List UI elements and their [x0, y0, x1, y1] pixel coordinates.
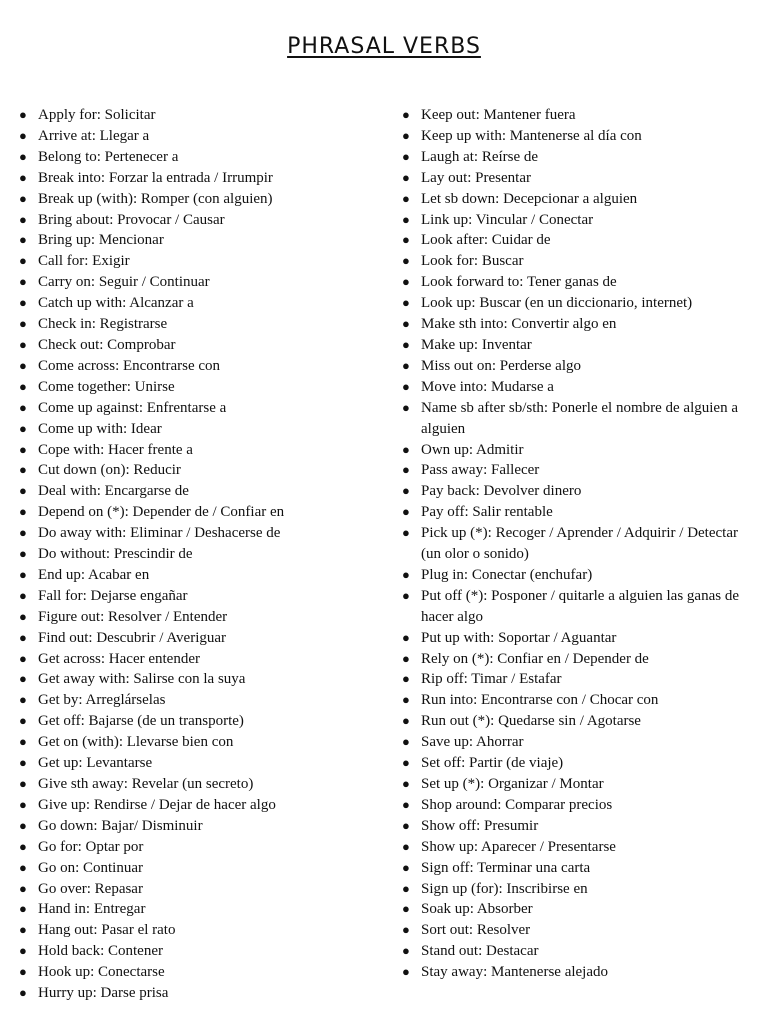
- phrasal-verb-entry: Get across: Hacer entender: [38, 650, 200, 667]
- phrasal-verb-entry: Check out: Comprobar: [38, 336, 176, 353]
- bullet-icon: ●: [19, 169, 27, 185]
- list-item: [402, 795, 757, 816]
- phrasal-verb-entry: Catch up with: Alcanzar a: [38, 295, 194, 312]
- list-item: [19, 126, 379, 147]
- list-item: [402, 649, 757, 670]
- bullet-icon: ●: [19, 462, 27, 478]
- bullet-icon: ●: [402, 190, 410, 206]
- list-item: [402, 816, 757, 837]
- bullet-icon: ●: [402, 859, 410, 875]
- phrasal-verb-entry: Apply for: Solicitar: [38, 107, 156, 123]
- bullet-icon: ●: [402, 127, 410, 143]
- list-item: [19, 920, 379, 941]
- phrasal-verb-entry: Look forward to: Tener ganas de: [421, 274, 617, 291]
- bullet-icon: ●: [402, 838, 410, 854]
- bullet-icon: ●: [402, 734, 410, 750]
- list-item: [402, 899, 757, 920]
- phrasal-verb-entry: Find out: Descubrir / Averiguar: [38, 629, 227, 646]
- phrasal-verb-entry: Set up (*): Organizar / Montar: [421, 776, 604, 792]
- bullet-icon: ●: [402, 295, 410, 311]
- phrasal-verb-entry: Own up: Admitir: [421, 441, 524, 458]
- phrasal-verb-entry: Make up: Inventar: [421, 336, 532, 353]
- bullet-icon: ●: [402, 796, 410, 812]
- bullet-icon: ●: [402, 148, 410, 164]
- phrasal-verb-entry: Hurry up: Darse prisa: [38, 985, 169, 1002]
- list-item: [402, 523, 757, 565]
- phrasal-verb-entry: Get away with: Salirse con la suya: [38, 671, 246, 688]
- left-column-list: [19, 105, 379, 1004]
- list-item: [402, 251, 757, 272]
- phrasal-verb-entry: Figure out: Resolver / Entender: [38, 608, 228, 625]
- list-item: [19, 481, 379, 502]
- list-item: [402, 293, 757, 314]
- phrasal-verb-entry: Save up: Ahorrar: [421, 734, 524, 751]
- list-item: [19, 858, 379, 879]
- phrasal-verb-entry: Name sb after sb/sth: Ponerle el nombre de alguien a alguien: [421, 399, 738, 437]
- list-item: [19, 105, 379, 126]
- list-item: [402, 126, 757, 147]
- list-item: [402, 460, 757, 481]
- phrasal-verb-entry: Arrive at: Llegar a: [38, 127, 150, 144]
- phrasal-verb-entry: Show off: Presumir: [421, 817, 539, 834]
- list-item: [19, 607, 379, 628]
- phrasal-verb-entry: End up: Acabar en: [38, 566, 150, 583]
- list-item: [19, 251, 379, 272]
- list-item: [19, 356, 379, 377]
- bullet-icon: ●: [402, 713, 410, 729]
- bullet-icon: ●: [19, 316, 27, 332]
- list-item: [19, 398, 379, 419]
- bullet-icon: ●: [402, 378, 410, 394]
- bullet-icon: ●: [19, 566, 27, 582]
- list-item: [19, 272, 379, 293]
- list-item: [19, 732, 379, 753]
- bullet-icon: ●: [19, 838, 27, 854]
- list-item: [402, 774, 757, 795]
- phrasal-verb-entry: Do away with: Eliminar / Deshacerse de: [38, 525, 281, 542]
- bullet-icon: ●: [19, 629, 27, 645]
- phrasal-verb-entry: Miss out on: Perderse algo: [421, 357, 581, 374]
- list-item: [402, 586, 757, 628]
- bullet-icon: ●: [402, 901, 410, 917]
- list-item: [402, 502, 757, 523]
- bullet-icon: ●: [19, 922, 27, 938]
- phrasal-verb-entry: Belong to: Pertenecer a: [38, 148, 179, 165]
- bullet-icon: ●: [19, 880, 27, 896]
- list-item: [19, 377, 379, 398]
- list-item: [19, 523, 379, 544]
- bullet-icon: ●: [402, 107, 410, 122]
- phrasal-verb-entry: Pay back: Devolver dinero: [421, 483, 582, 500]
- bullet-icon: ●: [19, 190, 27, 206]
- phrasal-verb-entry: Stay away: Mantenerse alejado: [421, 964, 609, 981]
- bullet-icon: ●: [402, 274, 410, 290]
- bullet-icon: ●: [19, 253, 27, 269]
- bullet-icon: ●: [19, 943, 27, 959]
- list-item: [19, 899, 379, 920]
- list-item: [19, 335, 379, 356]
- phrasal-verb-entry: Go over: Repasar: [38, 880, 143, 897]
- phrasal-verb-entry: Deal with: Encargarse de: [38, 483, 189, 500]
- list-item: [402, 356, 757, 377]
- list-item: [19, 711, 379, 732]
- phrasal-verb-entry: Give up: Rendirse / Dejar de hacer algo: [38, 796, 276, 813]
- list-item: [19, 669, 379, 690]
- bullet-icon: ●: [402, 776, 410, 791]
- bullet-icon: ●: [402, 441, 410, 457]
- phrasal-verb-entry: Get on (with): Llevarse bien con: [38, 734, 234, 751]
- phrasal-verb-entry: Run out (*): Quedarse sin / Agotarse: [421, 713, 641, 730]
- bullet-icon: ●: [402, 922, 410, 938]
- bullet-icon: ●: [402, 943, 410, 959]
- phrasal-verb-entry: Call for: Exigir: [38, 253, 130, 270]
- phrasal-verb-entry: Cope with: Hacer frente a: [38, 441, 193, 458]
- phrasal-verb-entry: Sign up (for): Inscribirse en: [421, 880, 588, 897]
- bullet-icon: ●: [19, 274, 27, 290]
- phrasal-verb-entry: Get up: Levantarse: [38, 755, 153, 772]
- list-item: [19, 544, 379, 565]
- bullet-icon: ●: [402, 211, 410, 227]
- list-item: [19, 147, 379, 168]
- list-item: [19, 460, 379, 481]
- list-item: [402, 481, 757, 502]
- phrasal-verb-entry: Cut down (on): Reducir: [38, 462, 181, 479]
- phrasal-verb-entry: Give sth away: Revelar (un secreto): [38, 776, 254, 792]
- phrasal-verb-entry: Hook up: Conectarse: [38, 964, 165, 981]
- phrasal-verb-entry: Bring about: Provocar / Causar: [38, 211, 225, 228]
- bullet-icon: ●: [402, 692, 410, 708]
- bullet-icon: ●: [19, 483, 27, 499]
- list-item: [402, 189, 757, 210]
- phrasal-verb-entry: Come up with: Idear: [38, 420, 162, 437]
- phrasal-verb-entry: Run into: Encontrarse con / Chocar con: [421, 692, 659, 709]
- phrasal-verb-entry: Come together: Unirse: [38, 378, 175, 395]
- phrasal-verb-entry: Laugh at: Reírse de: [421, 148, 539, 165]
- list-item: [402, 168, 757, 189]
- bullet-icon: ●: [19, 608, 27, 624]
- list-item: [402, 732, 757, 753]
- bullet-icon: ●: [402, 169, 410, 185]
- bullet-icon: ●: [402, 629, 410, 645]
- phrasal-verb-entry: Pay off: Salir rentable: [421, 504, 553, 521]
- list-item: [19, 628, 379, 649]
- phrasal-verb-entry: Look up: Buscar (en un diccionario, internet): [421, 295, 693, 312]
- phrasal-verb-entry: Come across: Encontrarse con: [38, 357, 221, 374]
- bullet-icon: ●: [19, 441, 27, 457]
- list-item: [402, 565, 757, 586]
- bullet-icon: ●: [19, 399, 27, 415]
- phrasal-verb-entry: Break up (with): Romper (con alguien): [38, 190, 273, 207]
- bullet-icon: ●: [19, 713, 27, 729]
- list-item: [402, 230, 757, 251]
- list-item: [19, 230, 379, 251]
- bullet-icon: ●: [402, 587, 410, 603]
- bullet-icon: ●: [19, 107, 27, 122]
- list-item: [19, 837, 379, 858]
- phrasal-verb-entry: Bring up: Mencionar: [38, 232, 164, 249]
- list-item: [19, 962, 379, 983]
- bullet-icon: ●: [402, 462, 410, 478]
- phrasal-verb-entry: Hold back: Contener: [38, 943, 163, 960]
- phrasal-verb-entry: Set off: Partir (de viaje): [421, 755, 564, 772]
- phrasal-verb-entry: Move into: Mudarse a: [421, 378, 554, 395]
- list-item: [402, 628, 757, 649]
- list-item: [402, 272, 757, 293]
- list-item: [402, 753, 757, 774]
- right-column-list: [402, 105, 757, 983]
- phrasal-verb-entry: Show up: Aparecer / Presentarse: [421, 838, 616, 855]
- list-item: [402, 879, 757, 900]
- phrasal-verb-entry: Put off (*): Posponer / quitarle a alguien las ganas de hacer algo: [421, 587, 739, 625]
- phrasal-verb-entry: Shop around: Comparar precios: [421, 796, 613, 813]
- phrasal-verb-entry: Stand out: Destacar: [421, 943, 539, 960]
- bullet-icon: ●: [19, 901, 27, 917]
- phrasal-verb-entry: Let sb down: Decepcionar a alguien: [421, 190, 638, 207]
- list-item: [402, 105, 757, 126]
- bullet-icon: ●: [19, 671, 27, 687]
- bullet-icon: ●: [19, 148, 27, 164]
- phrasal-verb-entry: Keep up with: Mantenerse al día con: [421, 127, 642, 144]
- bullet-icon: ●: [19, 859, 27, 875]
- bullet-icon: ●: [19, 964, 27, 980]
- bullet-icon: ●: [19, 796, 27, 812]
- bullet-icon: ●: [402, 964, 410, 980]
- list-item: [19, 189, 379, 210]
- list-item: [402, 711, 757, 732]
- bullet-icon: ●: [402, 671, 410, 687]
- bullet-icon: ●: [19, 817, 27, 833]
- phrasal-verb-entry: Keep out: Mantener fuera: [421, 107, 576, 123]
- list-item: [19, 690, 379, 711]
- bullet-icon: ●: [19, 336, 27, 352]
- list-item: [19, 502, 379, 523]
- list-item: [19, 419, 379, 440]
- bullet-icon: ●: [19, 755, 27, 771]
- list-item: [402, 837, 757, 858]
- bullet-icon: ●: [402, 253, 410, 269]
- phrasal-verb-entry: Plug in: Conectar (enchufar): [421, 566, 593, 583]
- phrasal-verb-entry: Break into: Forzar la entrada / Irrumpir: [38, 169, 273, 186]
- list-item: [402, 858, 757, 879]
- bullet-icon: ●: [402, 650, 410, 666]
- list-item: [19, 586, 379, 607]
- list-item: [402, 941, 757, 962]
- phrasal-verb-entry: Fall for: Dejarse engañar: [38, 587, 188, 604]
- bullet-icon: ●: [402, 336, 410, 352]
- list-item: [402, 335, 757, 356]
- bullet-icon: ●: [19, 734, 27, 750]
- phrasal-verb-entry: Look after: Cuidar de: [421, 232, 551, 249]
- list-item: [402, 440, 757, 461]
- list-item: [19, 440, 379, 461]
- list-item: [402, 377, 757, 398]
- bullet-icon: ●: [19, 295, 27, 311]
- bullet-icon: ●: [19, 378, 27, 394]
- phrasal-verb-entry: Go on: Continuar: [38, 859, 143, 876]
- bullet-icon: ●: [402, 232, 410, 248]
- phrasal-verb-entry: Go down: Bajar/ Disminuir: [38, 817, 203, 834]
- phrasal-verb-entry: Rip off: Timar / Estafar: [421, 671, 562, 688]
- page-title: PHRASAL VERBS: [287, 34, 481, 59]
- phrasal-verb-entry: Get off: Bajarse (de un transporte): [38, 713, 244, 730]
- phrasal-verb-entry: Carry on: Seguir / Continuar: [38, 274, 210, 291]
- phrasal-verb-entry: Soak up: Absorber: [421, 901, 533, 918]
- list-item: [402, 314, 757, 335]
- list-item: [402, 398, 757, 440]
- phrasal-verb-entry: Look for: Buscar: [421, 253, 524, 270]
- list-item: [19, 879, 379, 900]
- phrasal-verb-entry: Put up with: Soportar / Aguantar: [421, 629, 617, 646]
- list-item: [402, 210, 757, 231]
- phrasal-verb-entry: Rely on (*): Confiar en / Depender de: [421, 650, 649, 667]
- bullet-icon: ●: [402, 755, 410, 771]
- bullet-icon: ●: [19, 420, 27, 436]
- bullet-icon: ●: [402, 525, 410, 541]
- list-item: [402, 669, 757, 690]
- phrasal-verb-entry: Come up against: Enfrentarse a: [38, 399, 227, 416]
- phrasal-verb-entry: Do without: Prescindir de: [38, 546, 193, 563]
- bullet-icon: ●: [19, 985, 27, 1001]
- bullet-icon: ●: [402, 483, 410, 499]
- bullet-icon: ●: [19, 692, 27, 708]
- bullet-icon: ●: [402, 399, 410, 415]
- list-item: [19, 795, 379, 816]
- phrasal-verb-entry: Sign off: Terminar una carta: [421, 859, 591, 876]
- list-item: [402, 962, 757, 983]
- bullet-icon: ●: [19, 776, 27, 791]
- phrasal-verb-entry: Pass away: Fallecer: [421, 462, 540, 479]
- list-item: [19, 983, 379, 1004]
- list-item: [19, 816, 379, 837]
- phrasal-verb-entry: Depend on (*): Depender de / Confiar en: [38, 504, 285, 521]
- bullet-icon: ●: [19, 587, 27, 603]
- phrasal-verb-entry: Link up: Vincular / Conectar: [421, 211, 594, 228]
- list-item: [19, 565, 379, 586]
- list-item: [402, 147, 757, 168]
- list-item: [19, 314, 379, 335]
- bullet-icon: ●: [19, 232, 27, 248]
- list-item: [19, 168, 379, 189]
- list-item: [19, 774, 379, 795]
- phrasal-verb-entry: Make sth into: Convertir algo en: [421, 316, 617, 333]
- bullet-icon: ●: [19, 504, 27, 520]
- bullet-icon: ●: [402, 817, 410, 833]
- list-item: [402, 690, 757, 711]
- bullet-icon: ●: [402, 880, 410, 896]
- bullet-icon: ●: [402, 316, 410, 332]
- phrasal-verb-entry: Go for: Optar por: [38, 838, 144, 855]
- list-item: [19, 293, 379, 314]
- phrasal-verb-entry: Sort out: Resolver: [421, 922, 531, 939]
- bullet-icon: ●: [19, 525, 27, 541]
- phrasal-verb-entry: Get by: Arreglárselas: [38, 692, 166, 709]
- list-item: [19, 941, 379, 962]
- list-item: [19, 649, 379, 670]
- bullet-icon: ●: [402, 504, 410, 520]
- phrasal-verb-entry: Hand in: Entregar: [38, 901, 146, 918]
- phrasal-verb-entry: Check in: Registrarse: [38, 316, 168, 333]
- bullet-icon: ●: [19, 546, 27, 562]
- phrasal-verb-entry: Lay out: Presentar: [421, 169, 531, 186]
- bullet-icon: ●: [19, 357, 27, 373]
- phrasal-verb-entry: Pick up (*): Recoger / Aprender / Adquirir / Detectar (un olor o sonido): [421, 525, 738, 563]
- bullet-icon: ●: [19, 211, 27, 227]
- list-item: [19, 210, 379, 231]
- bullet-icon: ●: [402, 357, 410, 373]
- bullet-icon: ●: [402, 566, 410, 582]
- list-item: [19, 753, 379, 774]
- bullet-icon: ●: [19, 650, 27, 666]
- phrasal-verb-entry: Hang out: Pasar el rato: [38, 922, 176, 939]
- list-item: [402, 920, 757, 941]
- bullet-icon: ●: [19, 127, 27, 143]
